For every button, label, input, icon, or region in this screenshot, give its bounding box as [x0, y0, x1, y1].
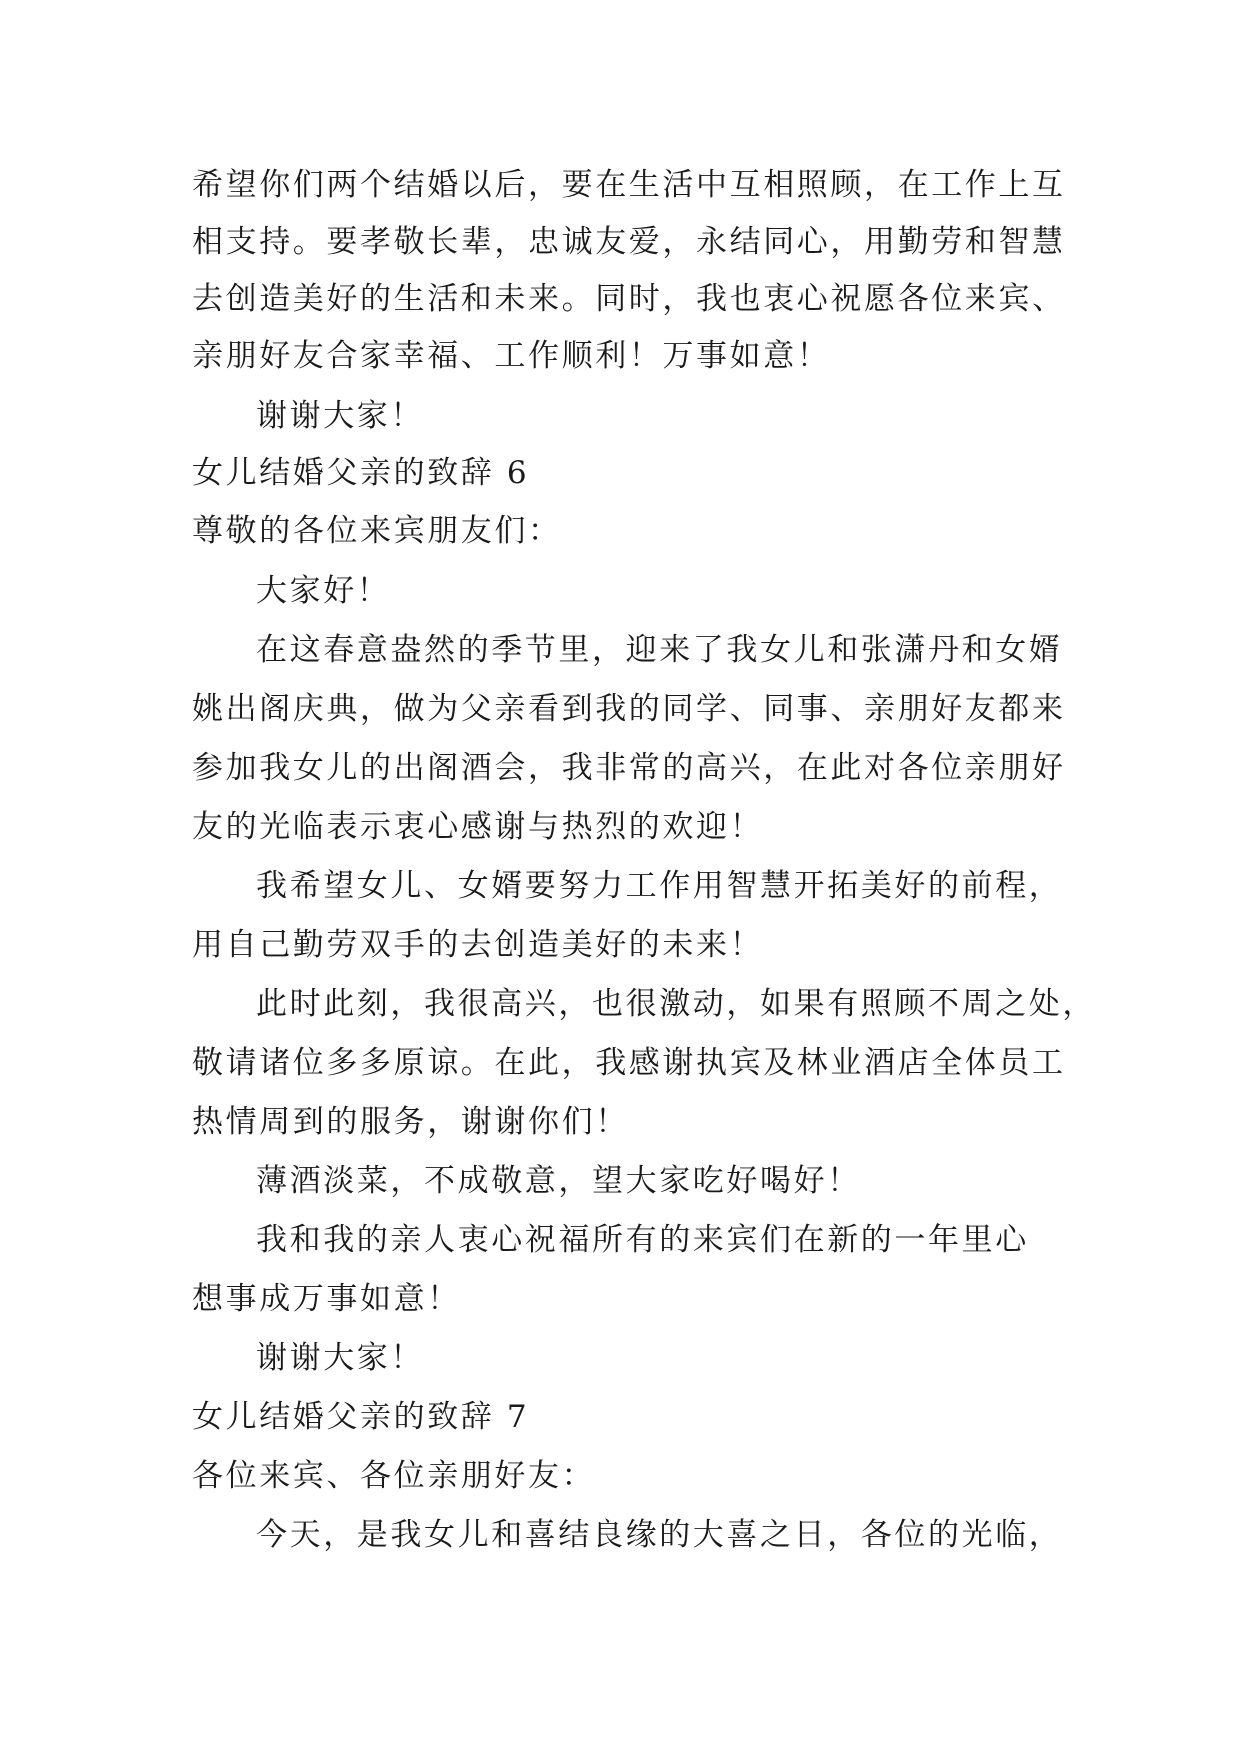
- paragraph-line: 想事成万事如意！: [192, 1281, 461, 1317]
- closing-line: 谢谢大家！: [256, 398, 424, 434]
- paragraph-line: 亲朋好友合家幸福、工作顺利！万事如意！: [192, 338, 831, 374]
- paragraph-line: 用自己勤劳双手的去创造美好的未来！: [192, 927, 764, 963]
- paragraph-line: 敬请诸位多多原谅。在此，我感谢执宾及林业酒店全体员工: [192, 1045, 1066, 1081]
- salutation: 各位来宾、各位亲朋好友：: [192, 1458, 596, 1494]
- paragraph-line: 热情周到的服务，谢谢你们！: [192, 1104, 629, 1140]
- paragraph-line: 参加我女儿的出阁酒会，我非常的高兴，在此对各位亲朋好: [192, 750, 1066, 786]
- paragraph-line: 此时此刻，我很高兴，也很激动，如果有照顾不周之处，: [256, 986, 1096, 1022]
- paragraph-line: 希望你们两个结婚以后，要在生活中互相照顾，在工作上互: [192, 167, 1066, 203]
- paragraph-line: 薄酒淡菜，不成敬意，望大家吃好喝好！: [256, 1163, 861, 1199]
- salutation: 尊敬的各位来宾朋友们：: [192, 513, 562, 549]
- closing-line: 谢谢大家！: [256, 1340, 424, 1376]
- paragraph-line: 我和我的亲人衷心祝福所有的来宾们在新的一年里心: [256, 1222, 1029, 1258]
- paragraph-line: 去创造美好的生活和未来。同时，我也衷心祝愿各位来宾、: [192, 281, 1066, 317]
- paragraph-line: 姚出阁庆典，做为父亲看到我的同学、同事、亲朋好友都来: [192, 691, 1066, 727]
- section-heading: 女儿结婚父亲的致辞 6: [192, 455, 530, 491]
- paragraph-line: 友的光临表示衷心感谢与热烈的欢迎！: [192, 809, 764, 845]
- paragraph-line: 今天，是我女儿和喜结良缘的大喜之日，各位的光临，: [256, 1517, 1063, 1553]
- paragraph-line: 相支持。要孝敬长辈，忠诚友爱，永结同心，用勤劳和智慧: [192, 224, 1066, 260]
- greeting-line: 大家好！: [256, 573, 391, 609]
- paragraph-line: 在这春意盎然的季节里，迎来了我女儿和张潇丹和女婿: [256, 632, 1063, 668]
- paragraph-line: 我希望女儿、女婿要努力工作用智慧开拓美好的前程，: [256, 868, 1063, 904]
- section-heading: 女儿结婚父亲的致辞 7: [192, 1399, 530, 1435]
